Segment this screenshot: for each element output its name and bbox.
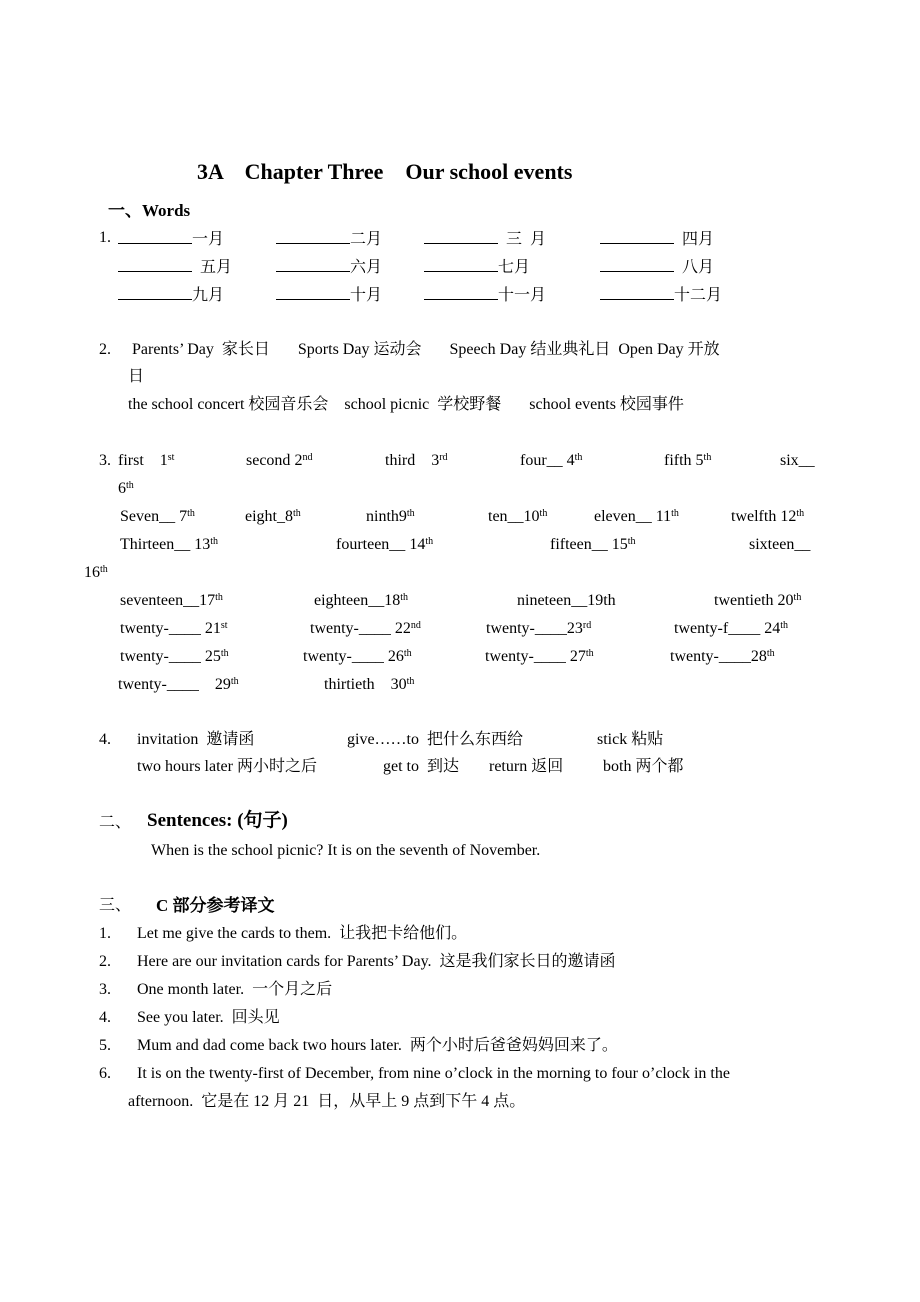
ordinal-item: ninth9th [366,508,415,525]
example-sentence: When is the school picnic? It is on the seventh of November. [151,842,541,859]
part4-number: 4. [99,731,111,748]
event-terms-line2: the school concert 校园音乐会 school picnic 学校野餐 school events 校园事件 [128,396,684,413]
part1-number: 1. [99,229,111,246]
ordinal-item: twenty-____ 25th [120,648,229,665]
translation-number: 1. [99,925,111,942]
section3-prefix: 三、 [99,897,132,914]
month-item: 五月 [118,256,232,278]
answer-blank[interactable] [276,228,350,244]
translation-number: 5. [99,1037,111,1054]
part3-number: 3. [99,452,111,469]
ordinal-item: six__ [780,452,815,469]
ordinal-item: thirtieth 30th [324,676,415,693]
answer-blank[interactable] [600,256,674,272]
phrase-item: stick 粘贴 [597,731,664,748]
answer-blank[interactable] [276,284,350,300]
phrase-item: give……to 把什么东西给 [347,731,523,748]
answer-blank[interactable] [600,228,674,244]
ordinal-item: twentieth 20th [714,592,802,609]
month-item: 七月 [424,256,530,278]
phrase-item: both 两个都 [603,758,684,775]
ordinal-item: second 2nd [246,452,313,469]
translation-number: 3. [99,981,111,998]
ordinal-item: fifth 5th [664,452,712,469]
answer-blank[interactable] [424,228,498,244]
translation-item: Mum and dad come back two hours later. 两个小时后爸爸妈妈回来了。 [137,1037,618,1054]
ordinal-item: ten__10th [488,508,548,525]
phrase-item: invitation 邀请函 [137,731,255,748]
translation-number: 2. [99,953,111,970]
month-item: 三 月 [424,228,546,250]
ordinal-item-wrap: 6th [118,480,134,497]
translation-number: 4. [99,1009,111,1026]
ordinal-item: twenty-____ 26th [303,648,412,665]
ordinal-item: nineteen__19th [517,592,616,609]
month-item: 十二月 [600,284,722,306]
ordinal-item: Seven__ 7th [120,508,195,525]
translation-item: One month later. 一个月之后 [137,981,333,998]
translation-number: 6. [99,1065,111,1082]
ordinal-item: twenty-____ 22nd [310,620,421,637]
answer-blank[interactable] [118,284,192,300]
ordinal-item: twenty-f____ 24th [674,620,788,637]
translation-item: It is on the twenty-first of December, from nine o’clock in the morning to four o’clock in the [137,1065,730,1082]
event-terms-line1: Parents’ Day 家长日 Sports Day 运动会 Speech Day 结业典礼日 Open Day 开放 [132,341,720,358]
ordinal-item: first 1st [118,452,175,469]
month-item: 十一月 [424,284,546,306]
ordinal-item: twenty-____ 27th [485,648,594,665]
ordinal-item: seventeen__17th [120,592,223,609]
answer-blank[interactable] [118,228,192,244]
month-item: 十月 [276,284,382,306]
translation-item-wrap: afternoon. 它是在 12 月 21 日，从早上 9 点到下午 4 点。 [128,1093,526,1110]
phrase-item: two hours later 两小时之后 [137,758,317,775]
answer-blank[interactable] [276,256,350,272]
month-item: 六月 [276,256,382,278]
ordinal-item: four__ 4th [520,452,583,469]
phrase-item: return 返回 [489,758,564,775]
ordinal-item: twenty-____ 29th [118,676,239,693]
ordinal-item: twenty-____28th [670,648,775,665]
ordinal-item: fourteen__ 14th [336,536,434,553]
section2-prefix: 二、 [99,814,132,831]
phrase-item: get to 到达 [383,758,459,775]
answer-blank[interactable] [424,256,498,272]
answer-blank[interactable] [424,284,498,300]
month-item: 八月 [600,256,714,278]
ordinal-item: twenty-____23rd [486,620,592,637]
ordinal-item: eight_8th [245,508,301,525]
event-terms-line1-wrap: 日 [128,368,145,385]
page-title: 3A Chapter Three Our school events [197,159,573,184]
ordinal-item: twelfth 12th [731,508,805,525]
ordinal-item: Thirteen__ 13th [120,536,218,553]
translation-item: See you later. 回头见 [137,1009,280,1026]
section-sentences-heading: Sentences: (句子) [147,810,288,831]
ordinal-item: eleven__ 11th [594,508,679,525]
ordinal-item: sixteen__ [749,536,811,553]
ordinal-item: eighteen__18th [314,592,408,609]
ordinal-item: twenty-____ 21st [120,620,228,637]
translation-item: Let me give the cards to them. 让我把卡给他们。 [137,925,468,942]
section-words-heading: 一、Words [108,201,191,220]
month-item: 一月 [118,228,224,250]
ordinal-item: fifteen__ 15th [550,536,636,553]
answer-blank[interactable] [600,284,674,300]
month-item: 四月 [600,228,714,250]
month-item: 九月 [118,284,224,306]
ordinal-item-wrap: 16th [84,564,108,581]
answer-blank[interactable] [118,256,192,272]
part2-number: 2. [99,341,111,358]
month-item: 二月 [276,228,382,250]
ordinal-item: third 3rd [385,452,448,469]
section-translation-heading: C 部分参考译文 [156,896,275,915]
translation-item: Here are our invitation cards for Parents’ Day. 这是我们家长日的邀请函 [137,953,616,970]
